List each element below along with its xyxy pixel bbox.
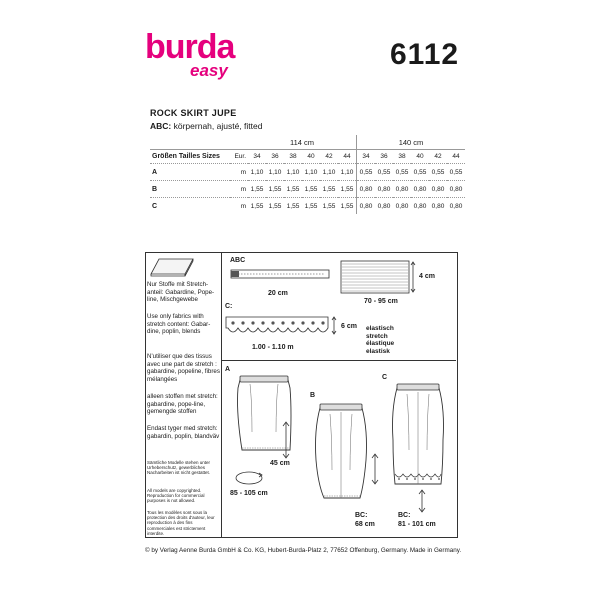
skirt-view-b-illustration bbox=[310, 400, 374, 504]
row-view: B bbox=[150, 181, 230, 198]
value-cell: 0,55 bbox=[447, 164, 465, 181]
view-a-label: A bbox=[225, 366, 231, 373]
value-cell: 0,55 bbox=[429, 164, 447, 181]
value-cell: 1,55 bbox=[248, 198, 266, 215]
value-cell: 0,55 bbox=[357, 164, 376, 181]
value-cell: 1,10 bbox=[248, 164, 266, 181]
row-view: C bbox=[150, 198, 230, 215]
size-cell: 42 bbox=[320, 150, 338, 164]
row-unit: m bbox=[230, 181, 248, 198]
value-cell: 0,80 bbox=[375, 181, 393, 198]
value-cell: 1,55 bbox=[266, 181, 284, 198]
value-cell: 0,80 bbox=[357, 181, 376, 198]
value-cell: 0,80 bbox=[375, 198, 393, 215]
zipper-icon bbox=[229, 266, 333, 282]
panel-divider bbox=[221, 252, 222, 537]
notions-divider bbox=[221, 360, 456, 361]
value-cell: 0,80 bbox=[393, 181, 411, 198]
size-cell: 34 bbox=[248, 150, 266, 164]
value-cell: 1,10 bbox=[302, 164, 320, 181]
yardage-table bbox=[150, 135, 465, 214]
easy-logo: easy bbox=[190, 61, 228, 80]
fabric-text-da: Endast tyger med stretch: gabardin, poplin, blandväv bbox=[147, 425, 220, 440]
size-header: Größen Tailles Sizes bbox=[150, 150, 230, 164]
value-cell: 0,80 bbox=[411, 181, 429, 198]
lace-height: 6 cm bbox=[341, 323, 357, 330]
value-cell: 0,80 bbox=[429, 198, 447, 215]
pattern-number: 6112 bbox=[390, 38, 460, 71]
legal-text-fr: Tous les modèles sont sous la protection des droits d'auteur, leur reproduction à des fins commerciales est strictement interdite. bbox=[147, 510, 215, 536]
hip-circumference-icon bbox=[234, 469, 264, 487]
value-cell: 0,80 bbox=[447, 198, 465, 215]
value-cell: 1,55 bbox=[284, 181, 302, 198]
value-cell: 1,55 bbox=[284, 198, 302, 215]
legal-text-en: All models are copyrighted. Reproduction for commercial purposes is not allowed. bbox=[147, 488, 205, 504]
lace-trim-icon bbox=[224, 314, 340, 340]
fabric-swatch-icon bbox=[149, 256, 195, 278]
view-b-label: B bbox=[310, 392, 316, 399]
value-cell: 1,55 bbox=[338, 181, 357, 198]
lace-length: 1.00 - 1.10 m bbox=[252, 344, 294, 351]
width-header-140: 140 cm bbox=[357, 135, 466, 150]
elastic-band-icon bbox=[340, 260, 416, 294]
elastic-word: elastisk bbox=[366, 347, 390, 355]
size-cell: 38 bbox=[284, 150, 302, 164]
row-view: A bbox=[150, 164, 230, 181]
size-cell: 36 bbox=[266, 150, 284, 164]
subtitle-prefix: ABC: bbox=[150, 121, 172, 131]
value-cell: 1,55 bbox=[302, 198, 320, 215]
value-cell: 1,55 bbox=[338, 198, 357, 215]
elastic-word: elastisch bbox=[366, 325, 394, 332]
fabric-text-de: Nur Stoffe mit Stretch-anteil: Gabardine, Pope-line, Mischgewebe bbox=[147, 281, 215, 304]
size-cell: 34 bbox=[357, 150, 376, 164]
length-arrow-icon bbox=[369, 452, 381, 486]
view-c-hem: 81 - 101 cm bbox=[398, 521, 436, 528]
size-cell: 40 bbox=[411, 150, 429, 164]
elastic-word: stretch bbox=[366, 332, 388, 340]
size-cell: 38 bbox=[393, 150, 411, 164]
value-cell: 0,80 bbox=[411, 198, 429, 215]
elastic-width: 4 cm bbox=[419, 273, 435, 280]
value-cell: 1,10 bbox=[284, 164, 302, 181]
view-a-hem: 85 - 105 cm bbox=[230, 490, 268, 497]
fabric-text-en: Use only fabrics with stretch content: Gabar-dine, poplin, blends bbox=[147, 313, 211, 336]
copyright-notice: © by Verlag Aenne Burda GmbH & Co. KG, Hubert-Burda-Platz 2, 77652 Offenburg, Germany. Made in Germany. bbox=[145, 547, 462, 554]
size-cell: 44 bbox=[447, 150, 465, 164]
row-unit: m bbox=[230, 198, 248, 215]
value-cell: 1,10 bbox=[320, 164, 338, 181]
table-row bbox=[150, 198, 465, 215]
value-cell: 0,80 bbox=[357, 198, 376, 215]
value-cell: 1,55 bbox=[266, 198, 284, 215]
length-arrow-icon bbox=[416, 488, 428, 514]
value-cell: 0,80 bbox=[393, 198, 411, 215]
table-row bbox=[150, 181, 465, 198]
elastic-size: 70 - 95 cm bbox=[364, 298, 398, 305]
value-cell: 1,55 bbox=[320, 181, 338, 198]
elastic-words bbox=[366, 325, 394, 355]
value-cell: 1,10 bbox=[266, 164, 284, 181]
view-b-hem: 68 cm bbox=[355, 521, 375, 528]
value-cell: 1,55 bbox=[248, 181, 266, 198]
view-b-hem-prefix: BC: bbox=[355, 512, 368, 519]
size-cell: 44 bbox=[338, 150, 357, 164]
burda-logo: burda bbox=[145, 28, 235, 66]
notions-c-label: C: bbox=[225, 303, 233, 310]
size-cell: 40 bbox=[302, 150, 320, 164]
value-cell: 0,55 bbox=[411, 164, 429, 181]
view-a-length: 45 cm bbox=[270, 460, 290, 467]
width-header-114: 114 cm bbox=[289, 137, 315, 147]
length-arrow-icon bbox=[280, 420, 292, 460]
size-cell: 36 bbox=[375, 150, 393, 164]
subtitle-text: körpernah, ajusté, fitted bbox=[173, 121, 263, 131]
view-c-label: C bbox=[382, 374, 388, 381]
notions-abc-label: ABC bbox=[230, 257, 246, 264]
skirt-view-c-illustration bbox=[385, 380, 453, 490]
value-cell: 1,55 bbox=[302, 181, 320, 198]
pattern-title: ROCK SKIRT JUPE bbox=[150, 108, 237, 118]
value-cell: 1,10 bbox=[338, 164, 357, 181]
size-system: Eur. bbox=[230, 150, 248, 164]
size-cell: 42 bbox=[429, 150, 447, 164]
zipper-length: 20 cm bbox=[268, 290, 288, 297]
view-c-hem-prefix: BC: bbox=[398, 512, 411, 519]
table-row bbox=[150, 164, 465, 181]
row-unit: m bbox=[230, 164, 248, 181]
pattern-subtitle bbox=[150, 121, 262, 131]
value-cell: 0,55 bbox=[393, 164, 411, 181]
value-cell: 0,80 bbox=[429, 181, 447, 198]
value-cell: 0,80 bbox=[447, 181, 465, 198]
elastic-word: élastique bbox=[366, 340, 395, 347]
value-cell: 1,55 bbox=[320, 198, 338, 215]
fabric-text-fr: N'utiliser que des tissus avec une part de stretch : gabardine, popeline, fibres mélangées bbox=[147, 353, 220, 383]
legal-text-de: Sämtliche Modelle stehen unter Urheberschutz, gewerbliches Nacharbeiten ist nicht gestattet. bbox=[147, 460, 211, 476]
fabric-text-nl: alleen stoffen met stretch: gabardine, pope-line, gemengde stoffen bbox=[147, 393, 218, 416]
value-cell: 0,55 bbox=[375, 164, 393, 181]
